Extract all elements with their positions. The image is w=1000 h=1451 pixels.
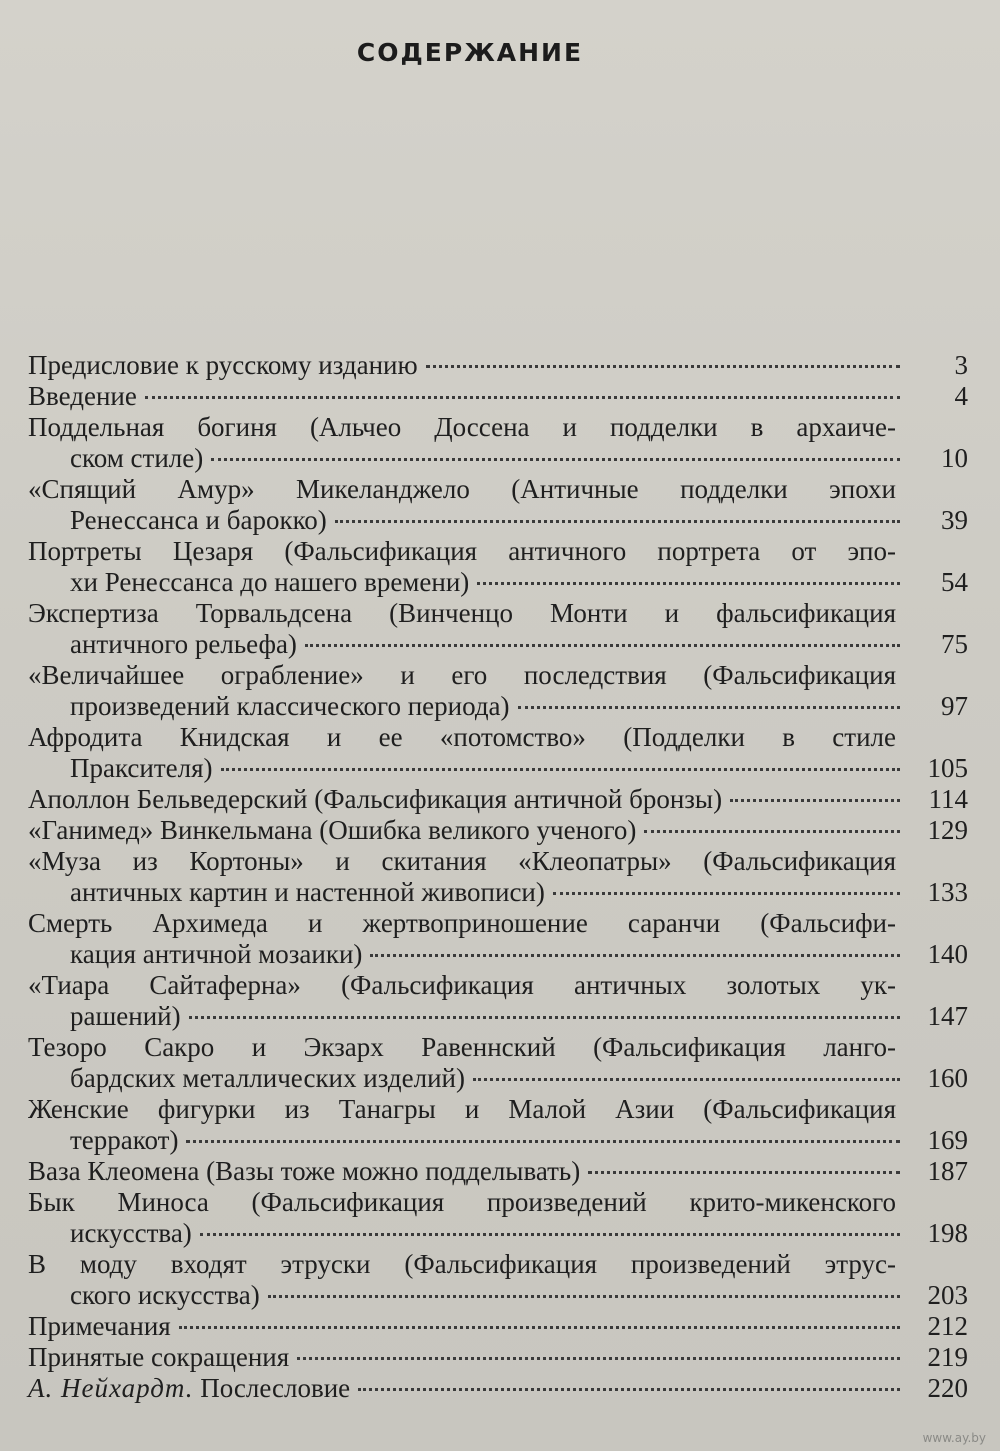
toc-entry bbox=[28, 598, 968, 660]
dot-leader bbox=[145, 396, 900, 399]
toc-page-number: 198 bbox=[927, 1218, 968, 1248]
toc-entry-last-line bbox=[28, 350, 968, 381]
dot-leader bbox=[305, 644, 900, 647]
toc-page-number: 129 bbox=[927, 815, 968, 845]
toc-entry-title-text: ского искусства) bbox=[70, 1280, 260, 1310]
toc-entry-last-line bbox=[28, 1311, 968, 1342]
toc-entry-title bbox=[28, 815, 636, 846]
dot-leader bbox=[518, 706, 900, 709]
toc-entry-title-text: Введение bbox=[28, 381, 137, 411]
toc-page-number: 219 bbox=[927, 1342, 968, 1372]
dot-leader bbox=[426, 365, 900, 368]
toc-entry-title bbox=[70, 443, 203, 474]
toc-entry-title bbox=[70, 691, 510, 722]
toc-entry-title-text: рашений) bbox=[70, 1001, 181, 1031]
toc-entry-title bbox=[70, 1125, 178, 1156]
toc-page-number: 54 bbox=[941, 567, 968, 597]
toc-entry bbox=[28, 1373, 968, 1404]
toc-entry-last-line bbox=[28, 1001, 968, 1032]
toc-entry-line: «Муза из Кортоны» и скитания «Клеопатры» (Фальсификация bbox=[28, 846, 896, 876]
toc-page-number: 187 bbox=[927, 1156, 968, 1186]
toc-entry-author: А. Нейхардт. bbox=[28, 1373, 194, 1403]
toc-entry-line: Смерть Архимеда и жертвоприношение саранчи (Фальсифи- bbox=[28, 908, 896, 938]
toc-entry-last-line bbox=[28, 815, 968, 846]
toc-entry-last-line bbox=[28, 877, 968, 908]
toc-entry bbox=[28, 660, 968, 722]
toc-entry-last-line bbox=[28, 629, 968, 660]
toc-entry-title-text: искусства) bbox=[70, 1218, 192, 1248]
toc-page-number: 10 bbox=[941, 443, 968, 473]
toc-entry-last-line bbox=[28, 939, 968, 970]
toc-page-number: 105 bbox=[927, 753, 968, 783]
dot-leader bbox=[358, 1388, 900, 1391]
toc-entry-title bbox=[28, 1342, 289, 1373]
toc-entry-title-text: Ваза Клеомена (Вазы тоже можно подделывать) bbox=[28, 1156, 581, 1186]
toc-entry bbox=[28, 722, 968, 784]
toc-entry-title-text: терракот) bbox=[70, 1125, 179, 1155]
dot-leader bbox=[644, 830, 900, 833]
dot-leader bbox=[221, 768, 900, 771]
toc-entry bbox=[28, 536, 968, 598]
page-title: СОДЕРЖАНИЕ bbox=[356, 38, 584, 67]
toc-entry bbox=[28, 908, 968, 970]
dot-leader bbox=[730, 799, 900, 802]
toc-entry-last-line bbox=[28, 1373, 968, 1404]
dot-leader bbox=[370, 954, 900, 957]
toc-entry bbox=[28, 1156, 968, 1187]
toc-entry-title bbox=[70, 1218, 192, 1249]
toc-entry-title-text: Аполлон Бельведерский (Фальсификация античной бронзы) bbox=[28, 784, 723, 814]
toc-entry-last-line bbox=[28, 784, 968, 815]
toc-entry bbox=[28, 1311, 968, 1342]
toc-entry bbox=[28, 970, 968, 1032]
toc-entry-title bbox=[28, 1156, 580, 1187]
toc-entry-title bbox=[70, 1001, 181, 1032]
dot-leader bbox=[297, 1357, 900, 1360]
toc-page-number: 220 bbox=[927, 1373, 968, 1403]
dot-leader bbox=[553, 892, 900, 895]
table-of-contents bbox=[28, 350, 968, 1404]
toc-entry-line: Портреты Цезаря (Фальсификация античного портрета от эпо- bbox=[28, 536, 896, 566]
toc-entry bbox=[28, 1094, 968, 1156]
toc-entry-title bbox=[70, 629, 297, 660]
toc-entry-last-line bbox=[28, 1156, 968, 1187]
toc-entry-last-line bbox=[28, 381, 968, 412]
toc-entry bbox=[28, 474, 968, 536]
toc-entry-title-text: кация античной мозаики) bbox=[70, 939, 363, 969]
watermark: www.ay.by bbox=[922, 1431, 986, 1445]
toc-entry bbox=[28, 784, 968, 815]
toc-page-number: 212 bbox=[927, 1311, 968, 1341]
toc-page-number: 203 bbox=[927, 1280, 968, 1310]
dot-leader bbox=[200, 1233, 900, 1236]
toc-entry-line: «Величайшее ограбление» и его последствия (Фальсификация bbox=[28, 660, 896, 690]
toc-page-number: 140 bbox=[927, 939, 968, 969]
toc-entry bbox=[28, 1032, 968, 1094]
toc-entry-title-text: Праксителя) bbox=[70, 753, 213, 783]
toc-entry-last-line bbox=[28, 1280, 968, 1311]
toc-entry-line: Афродита Книдская и ее «потомство» (Подделки в стиле bbox=[28, 722, 896, 752]
toc-entry-title bbox=[70, 753, 213, 784]
toc-page-number: 39 bbox=[941, 505, 968, 535]
toc-entry bbox=[28, 350, 968, 381]
toc-entry-title bbox=[70, 505, 327, 536]
toc-entry-title-text: античного рельефа) bbox=[70, 629, 297, 659]
toc-entry-line: «Спящий Амур» Микеланджело (Античные подделки эпохи bbox=[28, 474, 896, 504]
toc-entry-last-line bbox=[28, 1125, 968, 1156]
toc-entry-title bbox=[70, 1280, 260, 1311]
dot-leader bbox=[211, 458, 900, 461]
dot-leader bbox=[477, 582, 900, 585]
toc-entry-title-text: хи Ренессанса до нашего времени) bbox=[70, 567, 470, 597]
toc-entry-line: Бык Миноса (Фальсификация произведений крито-микенского bbox=[28, 1187, 896, 1217]
toc-page-number: 160 bbox=[927, 1063, 968, 1093]
toc-entry-title-text: Принятые сокращения bbox=[28, 1342, 290, 1372]
toc-entry bbox=[28, 815, 968, 846]
toc-entry-title bbox=[28, 381, 137, 412]
toc-page-number: 75 bbox=[941, 629, 968, 659]
toc-entry-last-line bbox=[28, 505, 968, 536]
toc-entry-title-text: бардских металлических изделий) bbox=[70, 1063, 465, 1093]
dot-leader bbox=[268, 1295, 900, 1298]
toc-entry-title-text: Примечания bbox=[28, 1311, 171, 1341]
toc-entry-title bbox=[28, 1373, 350, 1404]
toc-entry-line: Женские фигурки из Танагры и Малой Азии (Фальсификация bbox=[28, 1094, 896, 1124]
toc-entry bbox=[28, 412, 968, 474]
toc-entry-title bbox=[70, 939, 362, 970]
toc-entry-title-text: Послесловие bbox=[200, 1373, 351, 1403]
toc-entry bbox=[28, 1342, 968, 1373]
toc-entry-title-text: Предисловие к русскому изданию bbox=[28, 350, 418, 380]
toc-entry-line: «Тиара Сайтаферна» (Фальсификация античных золотых ук- bbox=[28, 970, 896, 1000]
toc-entry-title bbox=[28, 350, 418, 381]
toc-entry-line: Экспертиза Торвальдсена (Винченцо Монти и фальсификация bbox=[28, 598, 896, 628]
toc-entry-last-line bbox=[28, 443, 968, 474]
toc-entry bbox=[28, 1187, 968, 1249]
toc-entry-title bbox=[28, 784, 722, 815]
dot-leader bbox=[179, 1326, 900, 1329]
toc-entry-title-text: ском стиле) bbox=[70, 443, 204, 473]
toc-page-number: 147 bbox=[927, 1001, 968, 1031]
toc-entry-title bbox=[28, 1311, 171, 1342]
toc-entry-last-line bbox=[28, 691, 968, 722]
dot-leader bbox=[473, 1078, 900, 1081]
toc-entry bbox=[28, 381, 968, 412]
toc-entry bbox=[28, 1249, 968, 1311]
toc-page-number: 3 bbox=[954, 350, 968, 380]
toc-page-number: 169 bbox=[927, 1125, 968, 1155]
toc-entry-title-text: Ренессанса и барокко) bbox=[70, 505, 327, 535]
dot-leader bbox=[588, 1171, 900, 1174]
toc-entry-title-text: античных картин и настенной живописи) bbox=[70, 877, 545, 907]
dot-leader bbox=[335, 520, 900, 523]
toc-entry bbox=[28, 846, 968, 908]
toc-entry-last-line bbox=[28, 1063, 968, 1094]
toc-entry-line: В моду входят этруски (Фальсификация произведений этрус- bbox=[28, 1249, 896, 1279]
toc-page-number: 133 bbox=[927, 877, 968, 907]
toc-entry-line: Тезоро Сакро и Экзарх Равеннский (Фальсификация ланго- bbox=[28, 1032, 896, 1062]
toc-entry-title bbox=[70, 877, 545, 908]
toc-entry-last-line bbox=[28, 1342, 968, 1373]
toc-entry-last-line bbox=[28, 1218, 968, 1249]
dot-leader bbox=[186, 1140, 900, 1143]
toc-entry-last-line bbox=[28, 567, 968, 598]
toc-page-number: 114 bbox=[928, 784, 968, 814]
toc-entry-title bbox=[70, 567, 469, 598]
toc-entry-title-text: произведений классического периода) bbox=[70, 691, 510, 721]
toc-entry-title bbox=[70, 1063, 465, 1094]
toc-entry-last-line bbox=[28, 753, 968, 784]
toc-entry-line: Поддельная богиня (Альчео Доссена и подделки в архаиче- bbox=[28, 412, 896, 442]
toc-page-number: 97 bbox=[941, 691, 968, 721]
toc-entry-title-text: «Ганимед» Винкельмана (Ошибка великого ученого) bbox=[28, 815, 637, 845]
dot-leader bbox=[189, 1016, 900, 1019]
toc-page-number: 4 bbox=[954, 381, 968, 411]
